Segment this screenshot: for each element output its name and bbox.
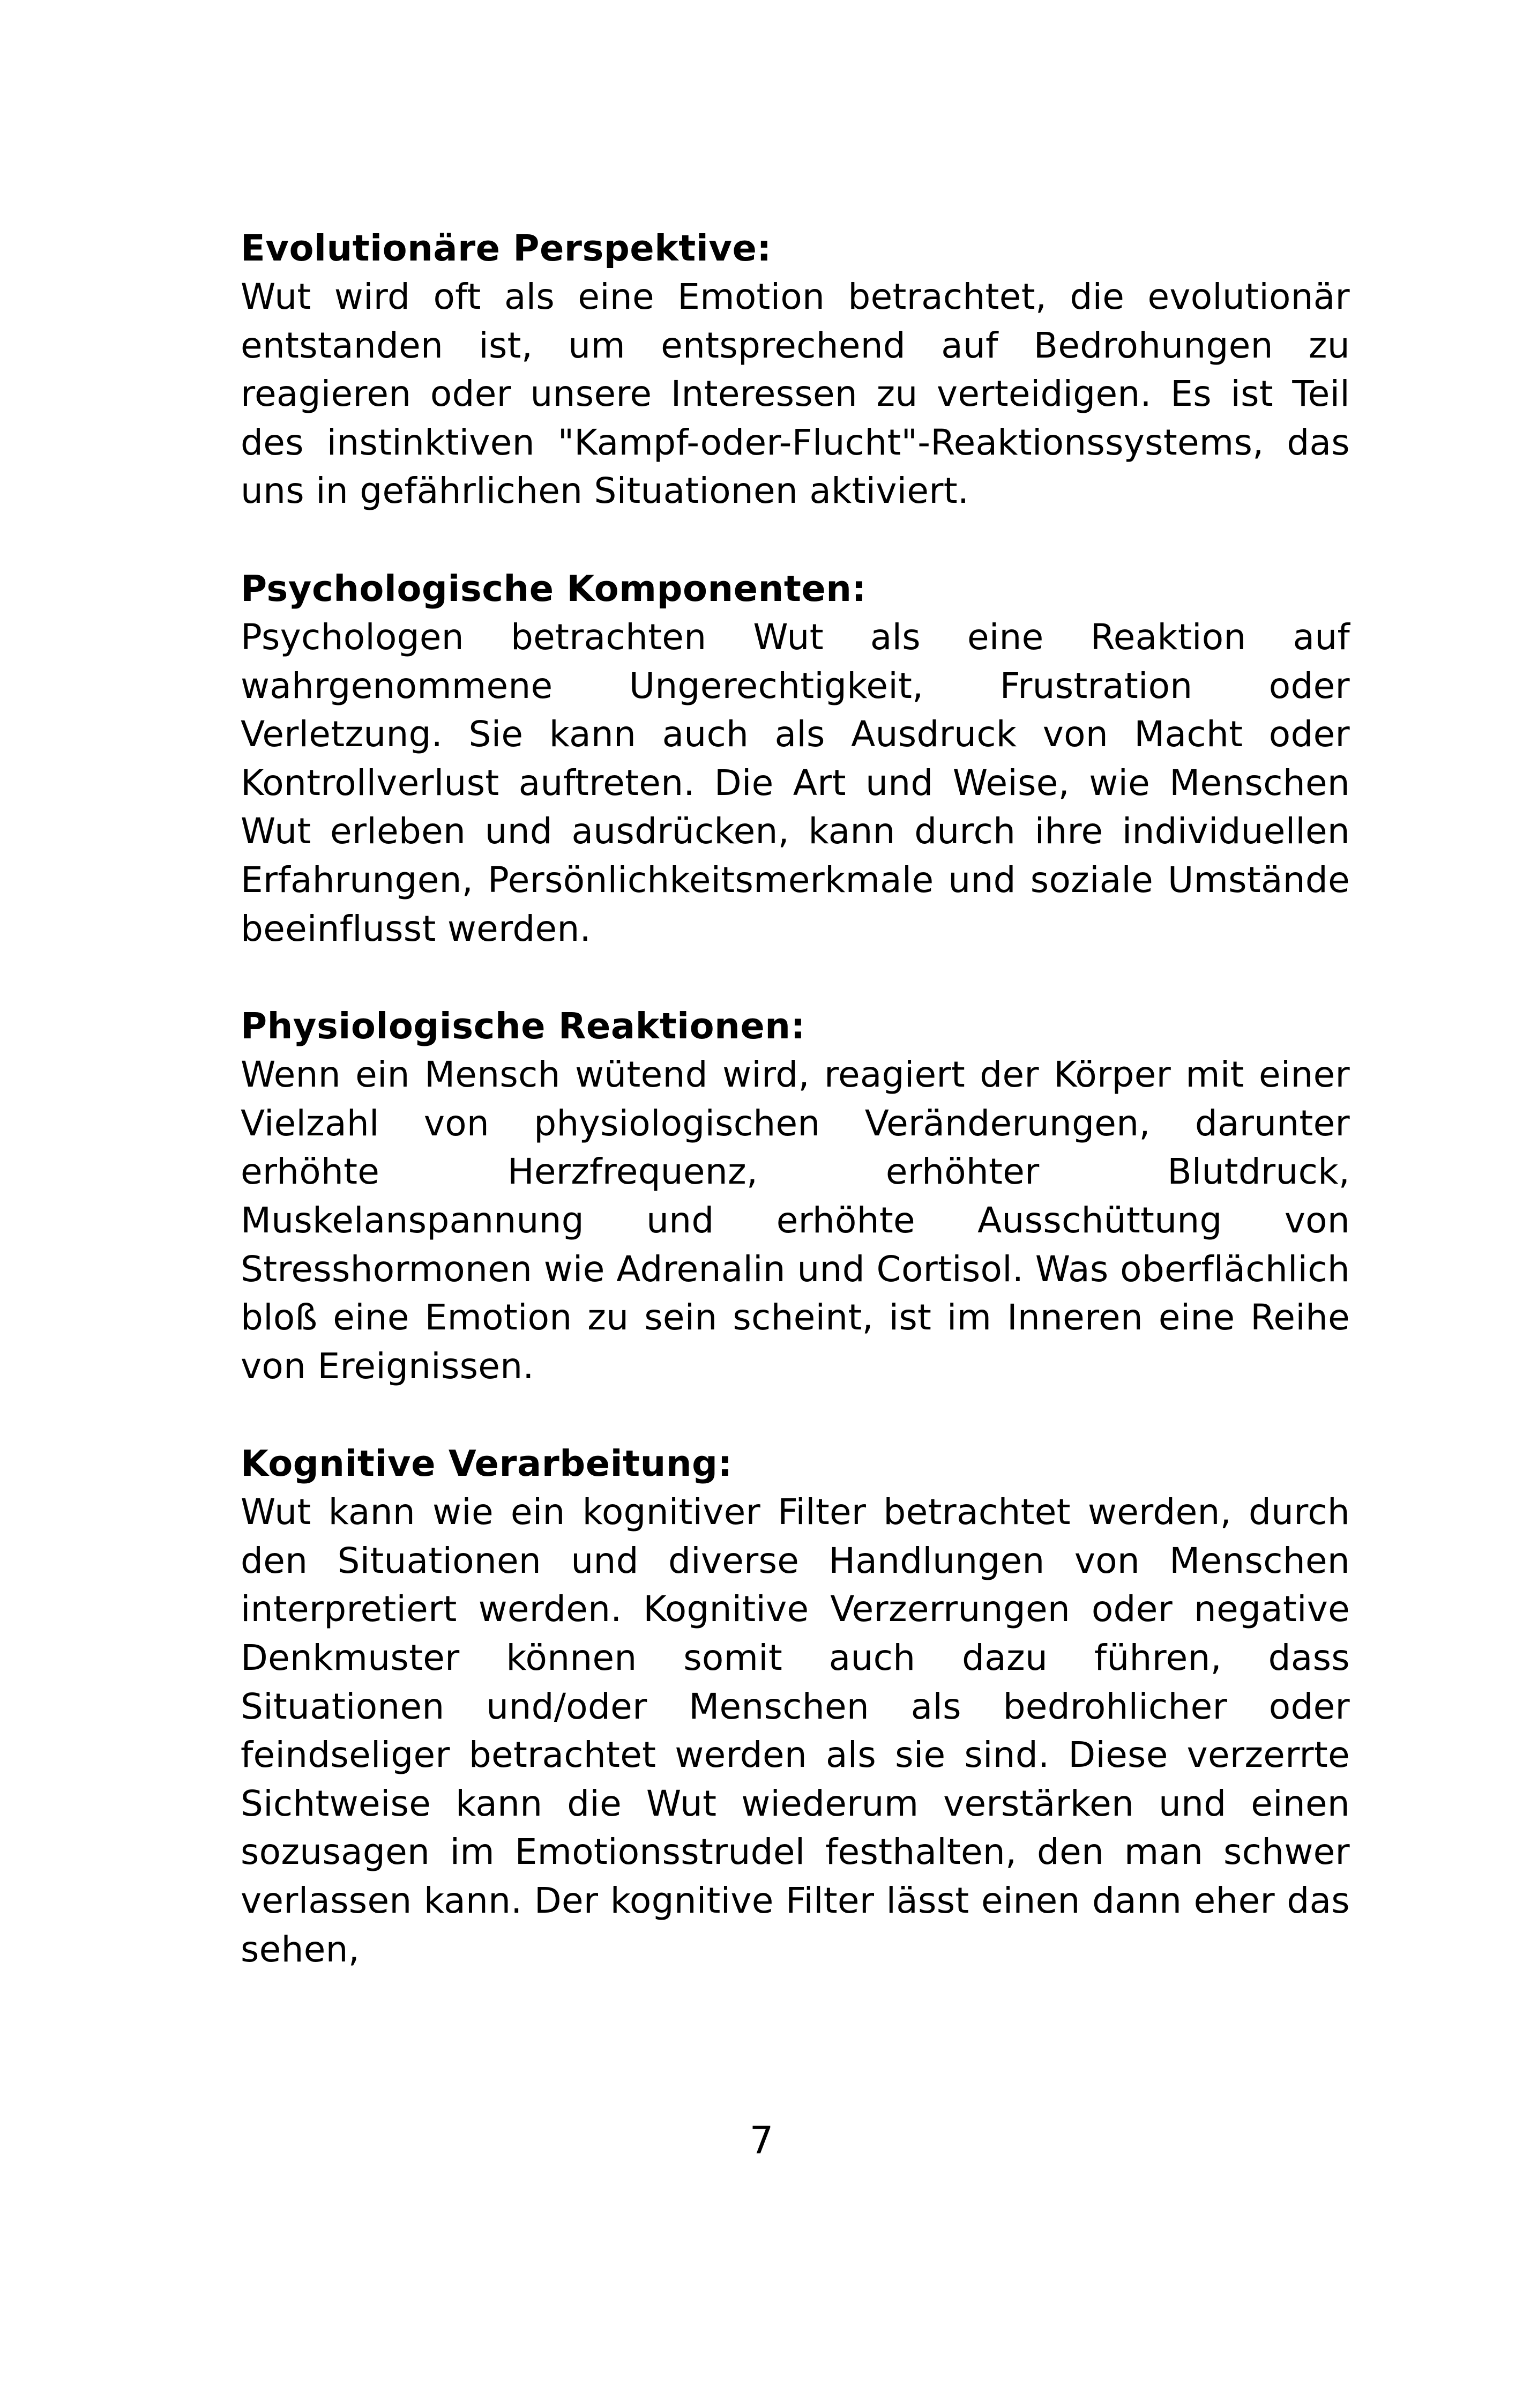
section-psychological-components [241,564,1350,953]
section-paragraph: Wenn ein Mensch wütend wird, reagiert der Körper mit einer Vielzahl von physiologischen Veränderungen, darunter erhöhte Herzfrequenz, erhöhter Blutdruck, Muskelanspannung und erhöhte Ausschüttung von Stresshormonen wie Adrenalin und Cortisol. Was oberflächlich bloß eine Emotion zu sein scheint, ist im Inneren eine Reihe von Ereignissen. [241,1054,1350,1387]
section-physiological-reactions [241,1002,1350,1391]
section-paragraph: Wut wird oft als eine Emotion betrachtet, die evolutionär entstanden ist, um entsprechend auf Bedrohungen zu reagieren oder unsere Interessen zu verteidigen. Es ist Teil des instinktiven "Kampf-oder-Flucht"-Reaktionssystems, das uns in gefährlichen Situationen aktiviert. [241,276,1350,512]
section-paragraph: Psychologen betrachten Wut als eine Reaktion auf wahrgenommene Ungerechtigkeit, Frustration oder Verletzung. Sie kann auch als Ausdruck von Macht oder Kontrollverlust auftreten. Die Art und Weise, wie Menschen Wut erleben und ausdrücken, kann durch ihre individuellen Erfahrungen, Persönlichkeitsmerkmale und soziale Umstände beeinflusst werden. [241,616,1350,949]
section-heading: Psychologische Komponenten: [241,567,867,610]
section-heading: Kognitive Verarbeitung: [241,1443,733,1485]
page-content [241,224,1350,2023]
section-paragraph: Wut kann wie ein kognitiver Filter betrachtet werden, durch den Situationen und diverse Handlungen von Menschen interpretiert werden. Kognitive Verzerrungen oder negative Denkmuster können somit auch dazu führen, dass Situationen und/oder Menschen als bedrohlicher oder feindseliger betrachtet werden als sie sind. Diese verzerrte Sichtweise kann die Wut wiederum verstärken und einen sozusagen im Emotionsstrudel festhalten, den man schwer verlassen kann. Der kognitive Filter lässt einen dann eher das sehen, [241,1491,1350,1970]
section-evolutionary-perspective [241,224,1350,516]
page-number: 7 [749,2119,774,2162]
section-cognitive-processing [241,1439,1350,1974]
section-heading: Evolutionäre Perspektive: [241,227,772,269]
section-heading: Physiologische Reaktionen: [241,1005,805,1047]
